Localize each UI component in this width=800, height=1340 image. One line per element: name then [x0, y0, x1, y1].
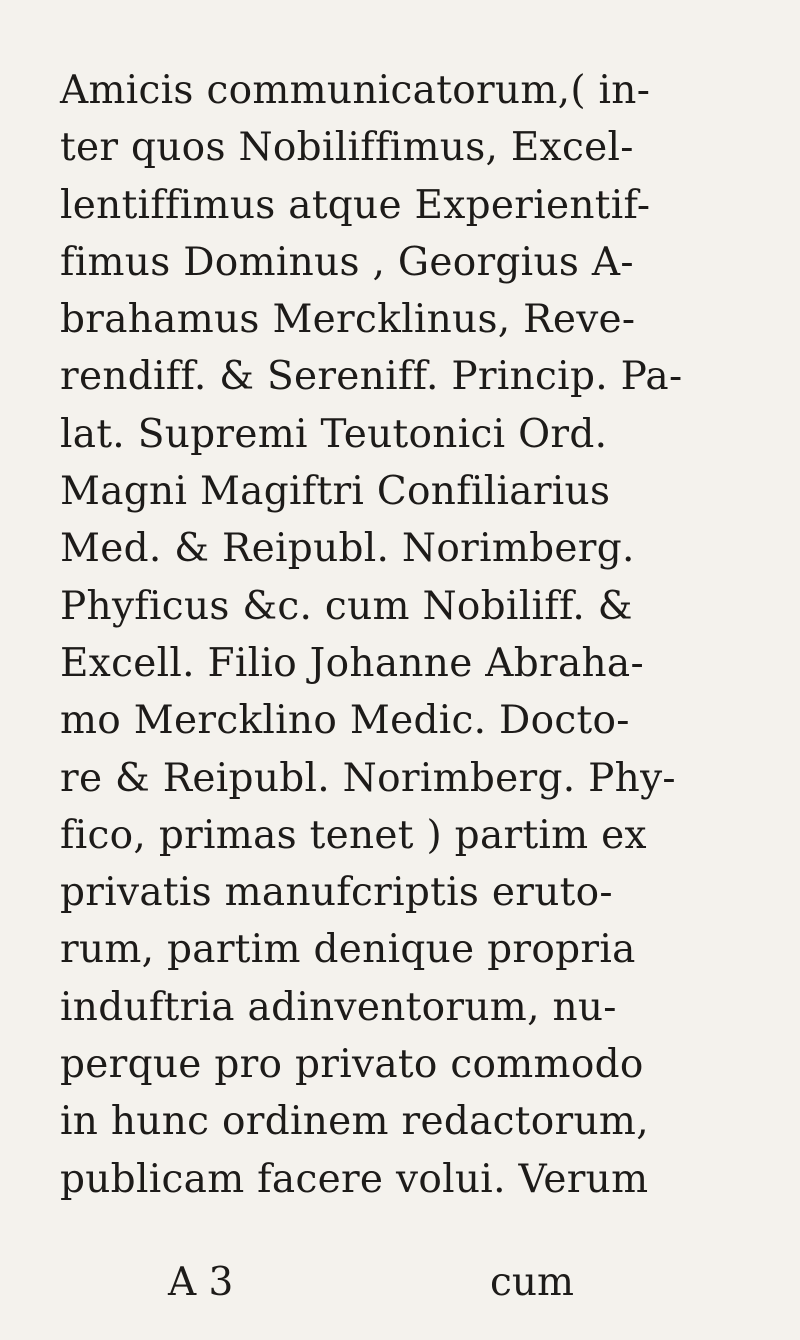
signature-mark: A 3: [168, 1260, 234, 1305]
text-line: Magni Magiftri Confiliarius: [60, 469, 611, 515]
text-line: publicam facere volui. Verum: [60, 1156, 649, 1202]
text-line: ter quos Nobiliffimus, Excel-: [60, 125, 634, 171]
text-line: Med. & Reipubl. Norimberg.: [60, 526, 635, 572]
body-text: [60, 62, 780, 1208]
text-line: Amicis communicatorum,( in-: [60, 68, 651, 113]
text-line: privatis manufcriptis eruto-: [60, 870, 613, 916]
text-line: Phyficus &c. cum Nobiliff. &: [60, 583, 633, 629]
text-line: rendiff. & Sereniff. Princip. Pa-: [60, 354, 683, 400]
catchword: cum: [490, 1260, 574, 1305]
text-line: Excell. Filio Johanne Abraha-: [60, 640, 644, 686]
text-line: in hunc ordinem redactorum,: [60, 1099, 649, 1145]
text-line: re & Reipubl. Norimberg. Phy-: [60, 755, 676, 801]
text-line: fimus Dominus , Georgius A-: [60, 239, 634, 285]
text-line: brahamus Mercklinus, Reve-: [60, 297, 636, 343]
text-line: lat. Supremi Teutonici Ord.: [60, 411, 608, 457]
text-line: mo Mercklino Medic. Docto-: [60, 698, 630, 744]
text-line: induftria adinventorum, nu-: [60, 984, 617, 1030]
text-line: perque pro privato commodo: [60, 1042, 644, 1088]
page-footer: [0, 1254, 800, 1311]
text-line: fico, primas tenet ) partim ex: [60, 812, 647, 858]
text-line: lentiffimus atque Experientif-: [60, 182, 651, 228]
text-line: rum, partim denique propria: [60, 927, 636, 973]
